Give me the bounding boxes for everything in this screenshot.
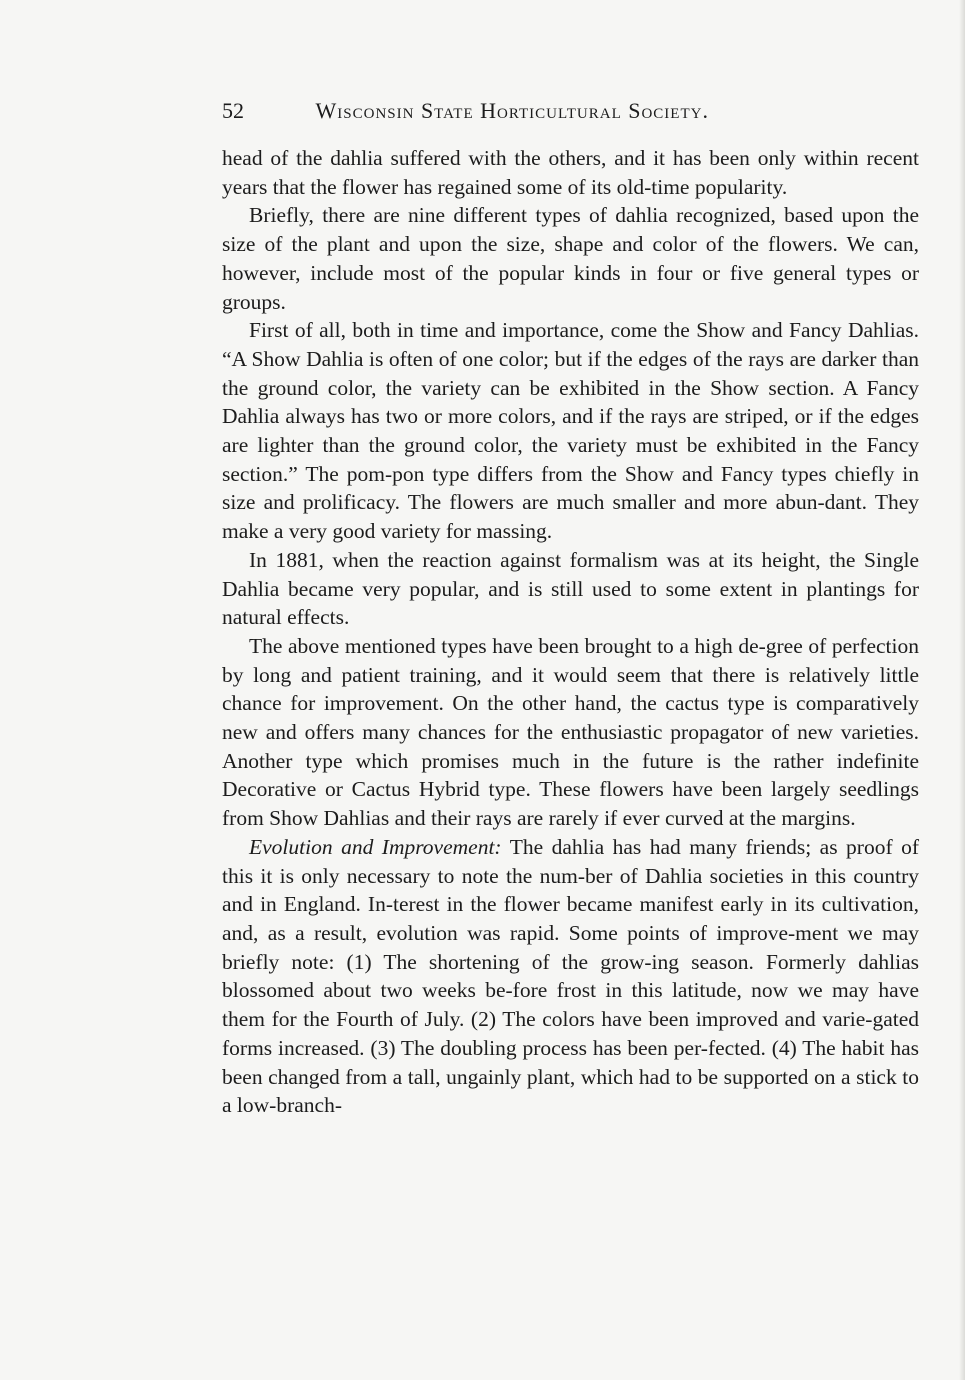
page-header [222, 95, 922, 127]
paragraph-single-dahlia: In 1881, when the reaction against formalism was at its height, the Single Dahlia became very popular, and is still used to some extent in plantings for natural effects. [222, 547, 919, 630]
running-head: Wisconsin State Horticultural Society. [315, 98, 709, 123]
paragraph-cactus-type: The above mentioned types have been brought to a high de-gree of perfection by long and patient training, and it would seem that there is relatively little chance for improvement. On the other hand, the cactus type is comparatively new and offers many chances for the enthusiastic propagator of new varieties. Another type which promises much in the future is the rather indefinite Decorative or Cactus Hybrid type. These flowers have been largely seedlings from Show Dahlias and their rays are rarely if ever curved at the margins. [222, 633, 919, 831]
paragraph-continuation: head of the dahlia suffered with the others, and it has been only within recent years that the flower has regained some of its old-time popularity. [222, 146, 919, 199]
page-number: 52 [222, 98, 244, 123]
paragraph-evolution-text: The dahlia has had many friends; as proof of this it is only necessary to note the num-ber of Dahlia societies in this country and in England. In-terest in the flower became manifest early in its cultivation, and, as a result, evolution was rapid. Some points of improve-ment we may briefly note: (1) The shortening of the grow-ing season. Formerly dahlias blossomed about two weeks be-fore frost in this latitude, now we may have them for the Fourth of July. (2) The colors have been improved and varie-gated forms increased. (3) The doubling process has been per-fected. (4) The habit has been changed from a tall, ungainly plant, which had to be supported on a stick to a low-branch- [222, 834, 919, 1118]
body-text [222, 144, 919, 1120]
scan-edge-shadow [959, 0, 965, 1380]
paragraph-show-and-fancy: First of all, both in time and importance, come the Show and Fancy Dahlias. “A Show Dahlia is often of one color; but if the edges of the rays are darker than the ground color, the variety can be exhibited in the Show section. A Fancy Dahlia always has two or more colors, and if the rays are striped, or if the edges are lighter than the ground color, the variety must be exhibited in the Fancy section.” The pom-pon type differs from the Show and Fancy types chiefly in size and prolificacy. The flowers are much smaller and more abun-dant. They make a very good variety for massing. [222, 318, 919, 544]
section-lead-in: Evolution and Improvement: [249, 834, 502, 859]
paragraph-dahlia-types: Briefly, there are nine different types of dahlia recognized, based upon the size of the plant and upon the size, shape and color of the flowers. We can, however, include most of the popular kinds in four or five general types or groups. [222, 203, 919, 314]
paragraph-evolution [222, 833, 919, 1120]
